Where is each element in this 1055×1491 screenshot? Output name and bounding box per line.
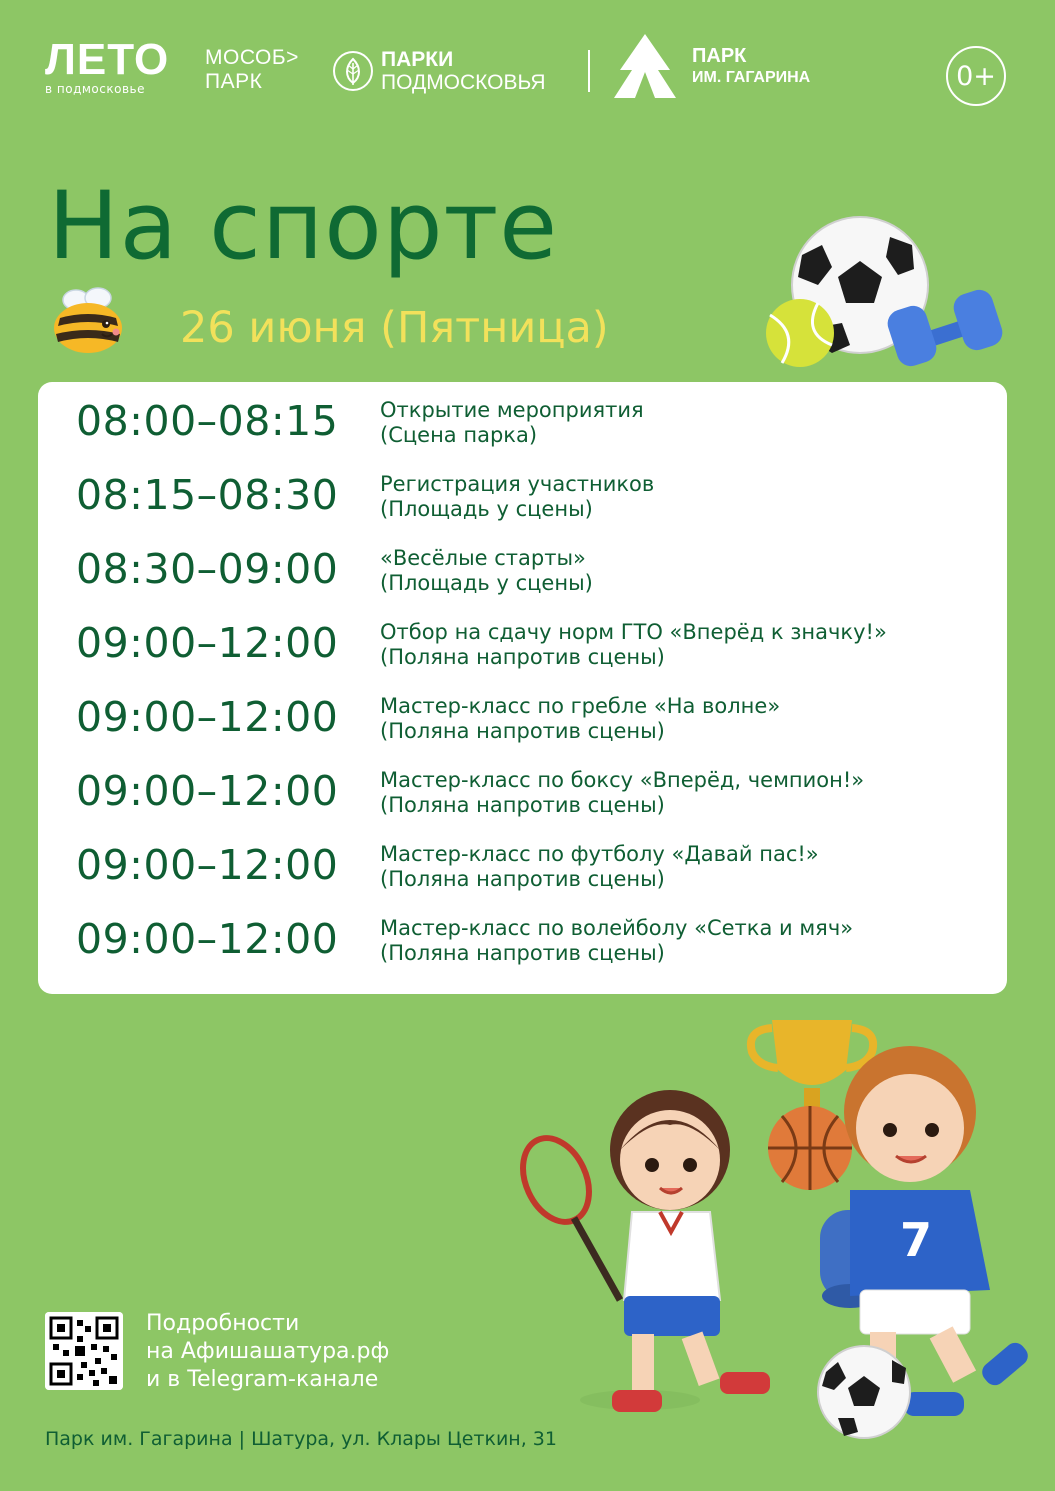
schedule-row bbox=[38, 608, 1007, 682]
schedule-card bbox=[38, 382, 1007, 994]
event-date: 26 июня (Пятница) bbox=[180, 303, 609, 353]
basketball-icon bbox=[768, 1106, 852, 1190]
schedule-place: (Поляна напротив сцены) bbox=[380, 793, 665, 817]
schedule-place: (Площадь у сцены) bbox=[380, 571, 593, 595]
kids-sports-illustration bbox=[520, 1000, 1040, 1440]
soccer-ball-icon bbox=[818, 1346, 910, 1438]
age-rating-badge: 0+ bbox=[946, 46, 1006, 106]
schedule-event: Мастер-класс по гребле «На волне» bbox=[380, 694, 781, 718]
leaf-icon bbox=[333, 51, 373, 91]
leto-logo-subtext: в подмосковье bbox=[45, 82, 145, 96]
leto-logo-text: ЛЕТО bbox=[45, 35, 170, 84]
schedule-place: (Поляна напротив сцены) bbox=[380, 719, 665, 743]
mosoblpark-logo-line2: ПАРК bbox=[205, 70, 263, 93]
svg-text:7: 7 bbox=[900, 1213, 933, 1267]
page-title: На спорте bbox=[48, 172, 559, 281]
parki-logo-line2: ПОДМОСКОВЬЯ bbox=[381, 71, 546, 94]
leto-logo bbox=[45, 35, 170, 96]
schedule-event: Регистрация участников bbox=[380, 472, 655, 496]
details-line3-link[interactable]: и в Telegram-канале bbox=[146, 1367, 379, 1392]
schedule-place: (Сцена парка) bbox=[380, 423, 538, 447]
parki-logo-line1: ПАРКИ bbox=[381, 48, 454, 71]
schedule-time: 08:00–08:15 bbox=[76, 397, 339, 445]
schedule-row bbox=[38, 830, 1007, 904]
girl-character bbox=[520, 1090, 770, 1412]
park-address: Парк им. Гагарина | Шатура, ул. Клары Цеткин, 31 bbox=[45, 1428, 557, 1450]
schedule-time: 09:00–12:00 bbox=[76, 619, 339, 667]
schedule-time: 08:15–08:30 bbox=[76, 471, 339, 519]
schedule-place: (Поляна напротив сцены) bbox=[380, 867, 665, 891]
schedule-time: 09:00–12:00 bbox=[76, 915, 339, 963]
schedule-time: 08:30–09:00 bbox=[76, 545, 339, 593]
schedule-event: «Весёлые старты» bbox=[380, 546, 586, 570]
schedule-time: 09:00–12:00 bbox=[76, 767, 339, 815]
schedule-time: 09:00–12:00 bbox=[76, 693, 339, 741]
gagarin-logo-line1: ПАРК bbox=[692, 45, 747, 67]
schedule-event: Мастер-класс по футболу «Давай пас!» bbox=[380, 842, 819, 866]
schedule-place: (Площадь у сцены) bbox=[380, 497, 593, 521]
gagarin-park-logo bbox=[610, 32, 810, 102]
header-logos bbox=[0, 0, 1055, 150]
tree-icon bbox=[610, 32, 680, 102]
details-text bbox=[146, 1310, 389, 1394]
schedule-event: Открытие мероприятия bbox=[380, 398, 644, 422]
schedule-row bbox=[38, 682, 1007, 756]
schedule-event: Отбор на сдачу норм ГТО «Вперёд к значку!» bbox=[380, 620, 887, 644]
schedule-row bbox=[38, 534, 1007, 608]
mosoblpark-logo-line1: МОСОБ> bbox=[205, 46, 299, 69]
gagarin-logo-line2: ИМ. ГАГАРИНА bbox=[692, 69, 811, 86]
parki-podmoskovya-logo bbox=[333, 48, 546, 94]
schedule-row bbox=[38, 756, 1007, 830]
qr-code[interactable] bbox=[45, 1312, 123, 1390]
details-line2-link[interactable]: на Афишашатура.рф bbox=[146, 1339, 390, 1364]
schedule-event: Мастер-класс по волейболу «Сетка и мяч» bbox=[380, 916, 854, 940]
details-line1: Подробности bbox=[146, 1311, 300, 1336]
schedule-row bbox=[38, 386, 1007, 460]
schedule-place: (Поляна напротив сцены) bbox=[380, 645, 665, 669]
bee-icon bbox=[50, 284, 130, 356]
schedule-event: Мастер-класс по боксу «Вперёд, чемпион!» bbox=[380, 768, 865, 792]
schedule-row bbox=[38, 460, 1007, 534]
mosoblpark-logo bbox=[205, 46, 299, 94]
schedule-row bbox=[38, 904, 1007, 978]
logo-divider bbox=[588, 50, 590, 92]
schedule-time: 09:00–12:00 bbox=[76, 841, 339, 889]
tennis-ball-icon bbox=[766, 299, 834, 367]
schedule-place: (Поляна напротив сцены) bbox=[380, 941, 665, 965]
sports-equipment-illustration bbox=[762, 215, 1012, 375]
